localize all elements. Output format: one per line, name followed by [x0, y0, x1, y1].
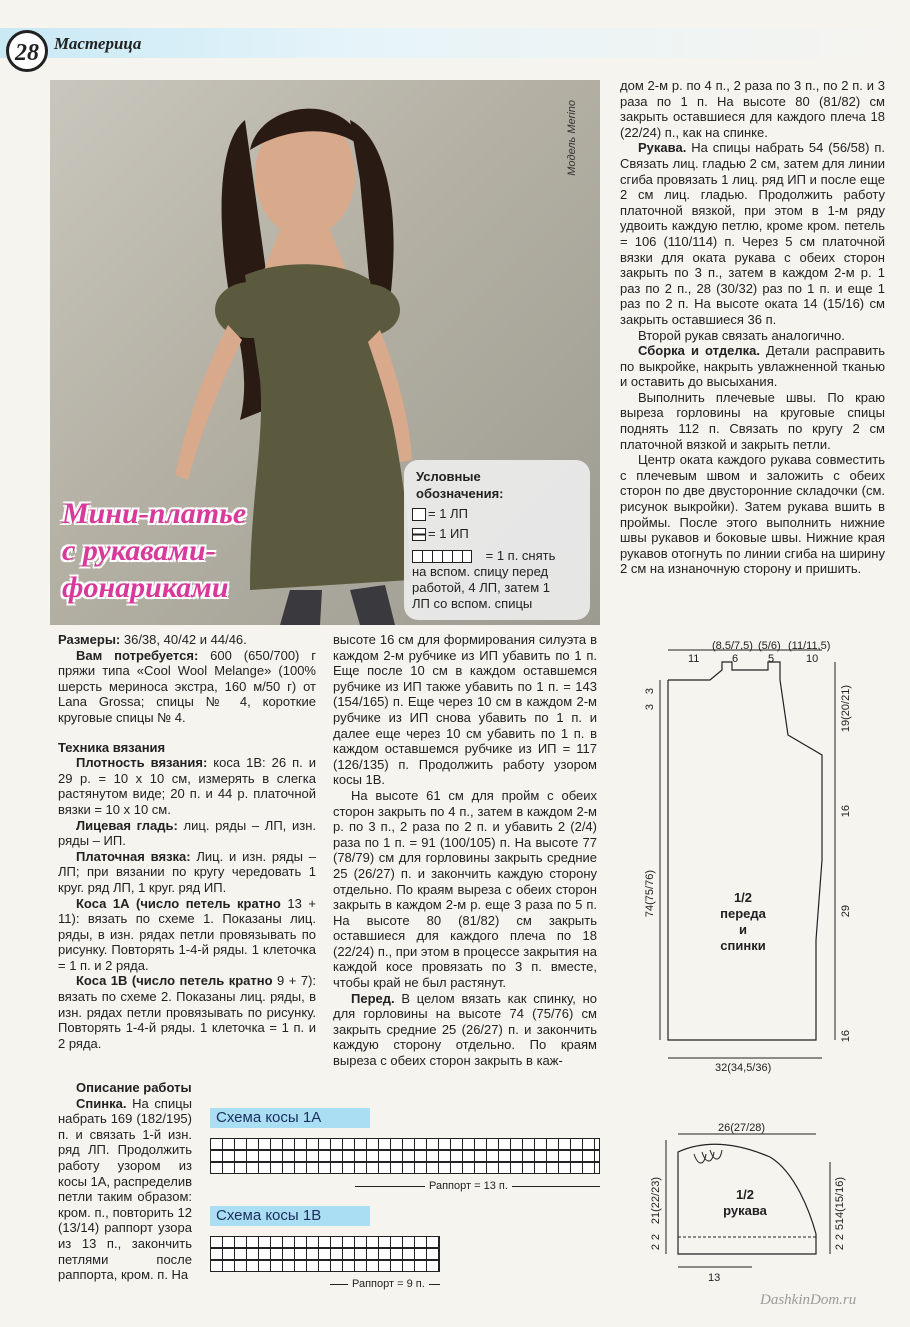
paragraph-stockinette: Лицевая гладь: лиц. ряды – ЛП, изн. ряды – ИП. — [58, 817, 317, 849]
paragraph-armholes: На высоте 61 см для пройм с обеих сторон закрыть по 4 п., затем в каждом 2-м р. по 3 п., 2 раза по 2 п. и убавить 2 (2/4) раза по 1 п. = 91 (100/105) п. На высоте 77 (78/79) см для горловины закрыть средние 25 (26/27) п. и закончить каждую сторону отдельно. По краям выреза с обеих сторон закрыть в каждом 2-м р. еще 3 раза по 5 п. На высоте 80 (81/82) см закрыть оставшиеся для каждого плеча по 18 (22/24) п., при этом в процессе закрытия на каждой косе провязать по 3 п. вместе, чтобы край не был растянут. — [333, 787, 597, 991]
title-line-2: с рукавами- — [62, 534, 216, 567]
symbol-legend — [404, 460, 590, 620]
sleeve-bottom-dim: 13 — [708, 1272, 721, 1284]
purl-stitch-symbol-icon — [412, 528, 426, 541]
middle-column-text — [333, 632, 597, 1069]
scheme-1a-title: Схема косы 1А — [210, 1108, 370, 1128]
paragraph-gauge: Плотность вязания: коса 1В: 26 п. и 29 р. = 10 х 10 см, измерять в слегка растянутом виде; 20 п. и 44 р. платочной вязки = 10 х 10 см. — [58, 755, 316, 817]
scheme-1a-row-2 — [210, 1150, 600, 1162]
body-pattern-bottom-dim: 32(34,5/36) — [715, 1062, 772, 1074]
scheme-1b-row-2 — [210, 1248, 440, 1260]
paragraph-sleeve-setting: Центр оката каждого рукава совместить с плечевым швом и заложить с обеих сторон по две двусторонние складочки (см. рисунок выкройки). Затем рукава вшить в проймы. После этого выполнить нижние швы рукавов и боковые швы. Нижние края рукавов отогнуть по линии сгиба на ширину 2 см на изнаночную сторону и пришить. — [620, 452, 885, 577]
sleeve-pattern-diagram: 26(27/28) 21(22/23) 2 2 14(15/16) 5 2 2 1/2 рукава 13 — [640, 1122, 880, 1297]
article-title — [62, 495, 302, 606]
paragraph-second-sleeve: Второй рукав связать аналогично. — [638, 327, 845, 343]
paragraph-assembly: Сборка и отделка. Детали расправить по выкройке, накрыть увлажненной тканью и оставить до высыхания. — [620, 343, 885, 390]
paragraph-front-end: дом 2-м р. по 4 п., 2 раза по 3 п., по 2 п. и 3 раза по 1 п. На высоте 80 (81/82) см закрыть оставшиеся для каждого плеча 18 (22/24) п., как на спинке. — [620, 78, 885, 140]
paragraph-cable-1a: Коса 1А (число петель кратно 13 + 11): вязать по схеме 1. Показаны лиц. ряды, в изн. рядах петли провязывать по рисунку. Повторять 1-4-й ряды. 1 клеточка = 1 п. и 2 ряда. — [58, 895, 317, 973]
scheme-1b-row-3 — [210, 1260, 440, 1272]
paragraph-cable-1b: Коса 1В (число петель кратно 9 + 7): вязать по схеме 2. Показаны лиц. ряды, в изн. рядах петли провязывать по рисунку. Повторять 1-4-й ряды. 1 клеточка = 1 п. и 2 ряда. — [58, 973, 317, 1051]
body-pattern-diagram: 11 (8,5/7,5) 6 (5/6) 5 (11/11,5) 10 3 3 74(75/76) 19(20/21) 16 29 16 1/2 переда и спинки 32(34,5/36) — [640, 640, 880, 1110]
legend-item-knit: = 1 ЛП — [412, 506, 468, 522]
paragraph-sizes: Размеры: 36/38, 40/42 и 44/46. — [58, 632, 247, 647]
work-description-text — [58, 1080, 192, 1283]
sleeve-top-dim: 26(27/28) — [718, 1122, 766, 1134]
title-line-1: Мини-платье — [62, 497, 247, 530]
legend-item-purl: = 1 ИП — [412, 526, 469, 542]
page-number: 28 — [6, 30, 48, 72]
scheme-1b-row-1 — [210, 1236, 440, 1248]
scheme-1a-row-3 — [210, 1162, 600, 1174]
right-column-text — [620, 78, 885, 577]
watermark: DashkinDom.ru — [760, 1292, 857, 1308]
paragraph-front: Перед. В целом вязать как спинку, но для горловины на высоте 74 (75/76) см закрыть средние 25 (26/27) п. и закончить каждую сторону отдельно. По краям выреза с обеих сторон закрыть в каж- — [333, 990, 597, 1069]
legend-title: Условные обозначения: — [416, 469, 504, 501]
magazine-name: Мастерица — [54, 34, 142, 53]
left-column-text — [58, 632, 316, 1051]
scheme-1b-rapport: Раппорт = 9 п. — [348, 1278, 429, 1290]
cable-symbol-icon — [412, 550, 472, 563]
scheme-1a-rapport: Раппорт = 13 п. — [425, 1180, 512, 1192]
scheme-1b-title: Схема косы 1В — [210, 1206, 370, 1226]
legend-item-cable: = 1 п. снять на вспом. спицу перед работой, 4 ЛП, затем 1 ЛП со вспом. спицы — [412, 548, 556, 611]
heading-work-description: Описание работы — [76, 1080, 192, 1095]
title-line-3: фонариками — [62, 571, 229, 604]
paragraph-back: Спинка. На спицы набрать 169 (182/195) п. и связать 1-й изн. ряд ЛП. Продолжить работу узором из косы 1А, распределив петли таким образом: кром. п., повторить 12 (13/14) раппорт узора из 13 п., закончить петлями после раппорта, кром. п. На — [58, 1095, 192, 1283]
paragraph-shoulder-seams: Выполнить плечевые швы. По краю выреза горловины на круговые спицы поднять 112 п. Связать по кругу 2 см платочной вязкой и закрыть петли. — [620, 389, 885, 452]
paragraph-materials: Вам потребуется: 600 (650/700) г пряжи типа «Cool Wool Melange» (100% шерсть мериноса экстра, 160 м/50 г) от Lana Grossa; спицы № 4, короткие круговые спицы № 4. — [58, 647, 317, 725]
paragraph-sleeves: Рукава. На спицы набрать 54 (56/58) п. Связать лиц. гладью 2 см, затем для линии сгиба провязать 1 лиц. ряд ИП и после еще 2 см лиц. гладью. Продолжить работу платочной вязкой, при этом в 1-м ряду удвоить каждую петлю, кроме кром. петель = 106 (110/114) п. Через 5 см платочной вязки для оката рукава с обеих сторон закрыть по 3 п., затем в каждом 2-м р. 1 раз по 2 п., 28 (30/32) раз по 1 п. и еще 1 раз по 2 п. На высоте оката 14 (15/16) см закрыть оставшиеся 36 п. — [620, 140, 885, 327]
sleeve-pattern-label: 1/2 рукава — [723, 1187, 767, 1218]
paragraph-garter: Платочная вязка: Лиц. и изн. ряды – ЛП; при вязании по кругу чередовать 1 круг. ряд ЛП, 1 круг. ряд ИП. — [58, 848, 316, 895]
scheme-1b-grid — [210, 1236, 610, 1296]
scheme-1a-grid — [210, 1138, 610, 1198]
paragraph-back-cont: высоте 16 см для формирования силуэта в каждом 2-м рубчике из ИП убавить по 1 п. Еще после 10 см в каждом оставшемся рубчике из ИП также убавить по 1 п. = 143 (154/165) п. Еще через 10 см в каждом 2-м рубчике из ИП снова убавить по 1 п. и далее еще через 10 см убавить по 1 п. в каждом оставшемся рубчике из ИП = 117 (126/135) п. Продолжить работу узором косы 1В. — [333, 632, 597, 788]
knit-stitch-symbol-icon — [412, 508, 426, 521]
scheme-1a-row-1 — [210, 1138, 600, 1150]
heading-technique: Техника вязания — [58, 739, 166, 755]
photo-credit: Модель Merino — [566, 100, 578, 176]
body-pattern-label: 1/2 переда и спинки — [720, 890, 766, 953]
